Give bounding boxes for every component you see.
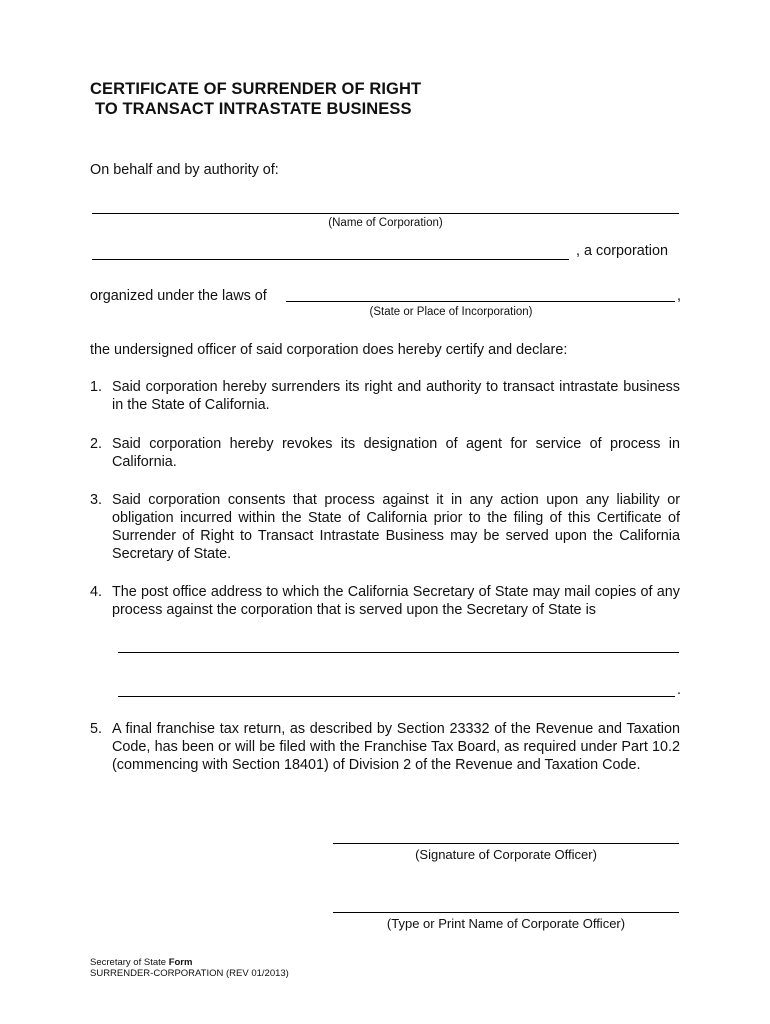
address-period: . xyxy=(677,682,681,698)
list-item xyxy=(90,435,680,471)
title-line-1: CERTIFICATE OF SURRENDER OF RIGHT xyxy=(90,80,422,98)
list-item xyxy=(90,583,680,619)
organized-comma: , xyxy=(677,288,681,304)
list-item xyxy=(90,720,680,774)
item-number: 4. xyxy=(90,584,103,600)
footer-form-id: SURRENDER-CORPORATION (REV 01/2013) xyxy=(90,968,289,979)
item-text: Said corporation hereby revokes its designation of agent for service of process in California. xyxy=(112,436,680,470)
signature-field[interactable] xyxy=(333,843,679,844)
signature-label: (Signature of Corporate Officer) xyxy=(415,847,597,862)
title-line-2: TO TRANSACT INTRASTATE BUSINESS xyxy=(95,100,412,118)
item-text: A final franchise tax return, as described by Section 23332 of the Revenue and Taxation Code, has been or will be filed with the Franchise Tax Board, as required under Part 10.2 (commencing with Section 18401) of Division 2 of the Revenue and Taxation Code. xyxy=(112,721,680,773)
address-line-1-field[interactable] xyxy=(118,652,679,653)
form-footer xyxy=(90,957,289,979)
item-text: Said corporation hereby surrenders its right and authority to transact intrastate business in the State of California. xyxy=(112,379,680,413)
item-number: 2. xyxy=(90,436,103,452)
footer-prefix: Secretary of State xyxy=(90,957,169,968)
print-name-label: (Type or Print Name of Corporate Officer) xyxy=(386,916,626,931)
document-title xyxy=(90,79,421,119)
corporation-name-field[interactable] xyxy=(92,213,679,214)
state-of-incorporation-label: (State or Place of Incorporation) xyxy=(369,306,533,318)
corporation-name-continued-field[interactable] xyxy=(92,259,569,260)
a-corporation-text: , a corporation xyxy=(576,243,668,259)
list-item xyxy=(90,491,680,563)
item-number: 3. xyxy=(90,492,103,508)
item-text: Said corporation consents that process against it in any action upon any liability or obligation incurred within the State of California prior to the filing of this Certificate of Surrender of Right to Transact Intrastate Business may be served upon the California Secretary of State. xyxy=(112,492,680,562)
list-item xyxy=(90,378,680,414)
item-number: 1. xyxy=(90,379,103,395)
certify-statement: the undersigned officer of said corporation does hereby certify and declare: xyxy=(90,342,568,358)
footer-form-bold: Form xyxy=(168,957,193,968)
print-name-field[interactable] xyxy=(333,912,679,913)
state-of-incorporation-field[interactable] xyxy=(286,301,675,302)
item-number: 5. xyxy=(90,721,103,737)
name-of-corporation-label: (Name of Corporation) xyxy=(328,217,443,229)
address-line-2-field[interactable] xyxy=(118,696,675,697)
item-text: The post office address to which the California Secretary of State may mail copies of any process against the corporation that is served upon the Secretary of State is xyxy=(112,584,680,618)
organized-under-label: organized under the laws of xyxy=(90,288,267,304)
intro-text: On behalf and by authority of: xyxy=(90,162,279,178)
